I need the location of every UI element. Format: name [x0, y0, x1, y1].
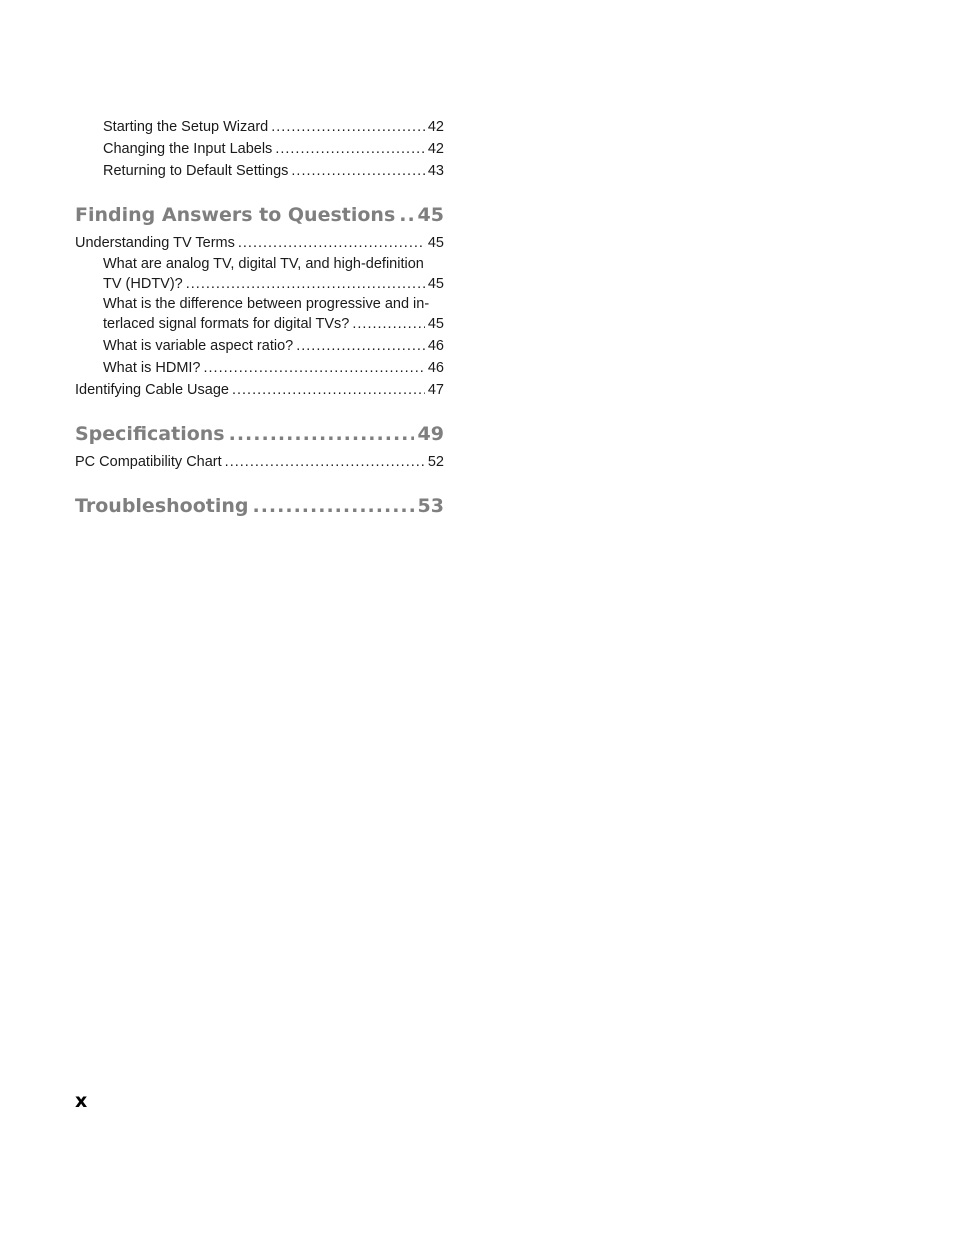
dot-leader [352, 315, 425, 335]
toc-section-troubleshooting[interactable] [75, 493, 444, 519]
toc-entry-page: 46 [427, 338, 444, 354]
toc-entry-page: 42 [427, 141, 444, 157]
toc-entry-page: 45 [427, 235, 444, 251]
toc-entry-label: Changing the Input Labels [103, 141, 273, 157]
toc-entry-page: 42 [427, 119, 444, 135]
toc-section-finding-answers[interactable] [75, 202, 444, 228]
toc-entry-label: Understanding TV Terms [75, 235, 235, 251]
toc-entry-what-are-tv-types[interactable] [75, 255, 444, 294]
toc-entry-label: What is HDMI? [103, 360, 201, 376]
toc-entry-progressive-interlaced[interactable] [75, 295, 444, 334]
toc-entry-variable-aspect-ratio[interactable] [75, 335, 444, 357]
section-page: 53 [417, 495, 444, 517]
toc-entry-label-line1: What are analog TV, digital TV, and high-definition [103, 256, 424, 272]
section-title: Troubleshooting [75, 495, 249, 517]
toc-entry-label: Starting the Setup Wizard [103, 119, 269, 135]
toc-entry-page: 47 [427, 382, 444, 398]
toc-section-specifications[interactable] [75, 421, 444, 447]
toc-entry-label: Returning to Default Settings [103, 163, 289, 179]
section-title: Finding Answers to Questions [75, 204, 396, 226]
dot-leader [271, 116, 425, 138]
toc-entry-label-line2: TV (HDTV)? [103, 275, 183, 292]
toc-entry-cable-usage[interactable] [75, 379, 444, 401]
toc-entry-understanding-tv-terms[interactable] [75, 232, 444, 254]
toc-entry-page: 46 [427, 360, 444, 376]
dot-leader [238, 232, 425, 254]
toc-entry-label: PC Compatibility Chart [75, 454, 222, 470]
toc-entry-label-line1: What is the difference between progressive and in- [103, 296, 430, 312]
toc-entry-input-labels[interactable] [75, 138, 444, 160]
toc-entry-setup-wizard[interactable] [75, 116, 444, 138]
toc-entry-label-line2: terlaced signal formats for digital TVs? [103, 315, 350, 332]
dot-leader [225, 451, 425, 473]
page-number: x [75, 1090, 88, 1112]
dot-leader [186, 275, 425, 295]
dot-leader [232, 379, 425, 401]
toc-entry-default-settings[interactable] [75, 160, 444, 182]
dot-leader [296, 335, 425, 357]
section-page: 49 [417, 423, 444, 445]
toc-entry-page: 43 [427, 163, 444, 179]
toc-entry-label: Identifying Cable Usage [75, 382, 229, 398]
toc-entry-page: 45 [427, 275, 444, 292]
dot-leader [229, 421, 414, 447]
table-of-contents [75, 116, 444, 519]
toc-entry-page: 45 [427, 315, 444, 332]
section-page: 45 [417, 204, 444, 226]
dot-leader [291, 160, 424, 182]
dot-leader [253, 493, 414, 519]
toc-entry-label: What is variable aspect ratio? [103, 338, 294, 354]
section-title: Specifications [75, 423, 225, 445]
toc-entry-pc-compatibility-chart[interactable] [75, 451, 444, 473]
dot-leader [204, 357, 425, 379]
dot-leader [399, 202, 413, 228]
toc-entry-what-is-hdmi[interactable] [75, 357, 444, 379]
toc-entry-page: 52 [427, 454, 444, 470]
dot-leader [275, 138, 425, 160]
